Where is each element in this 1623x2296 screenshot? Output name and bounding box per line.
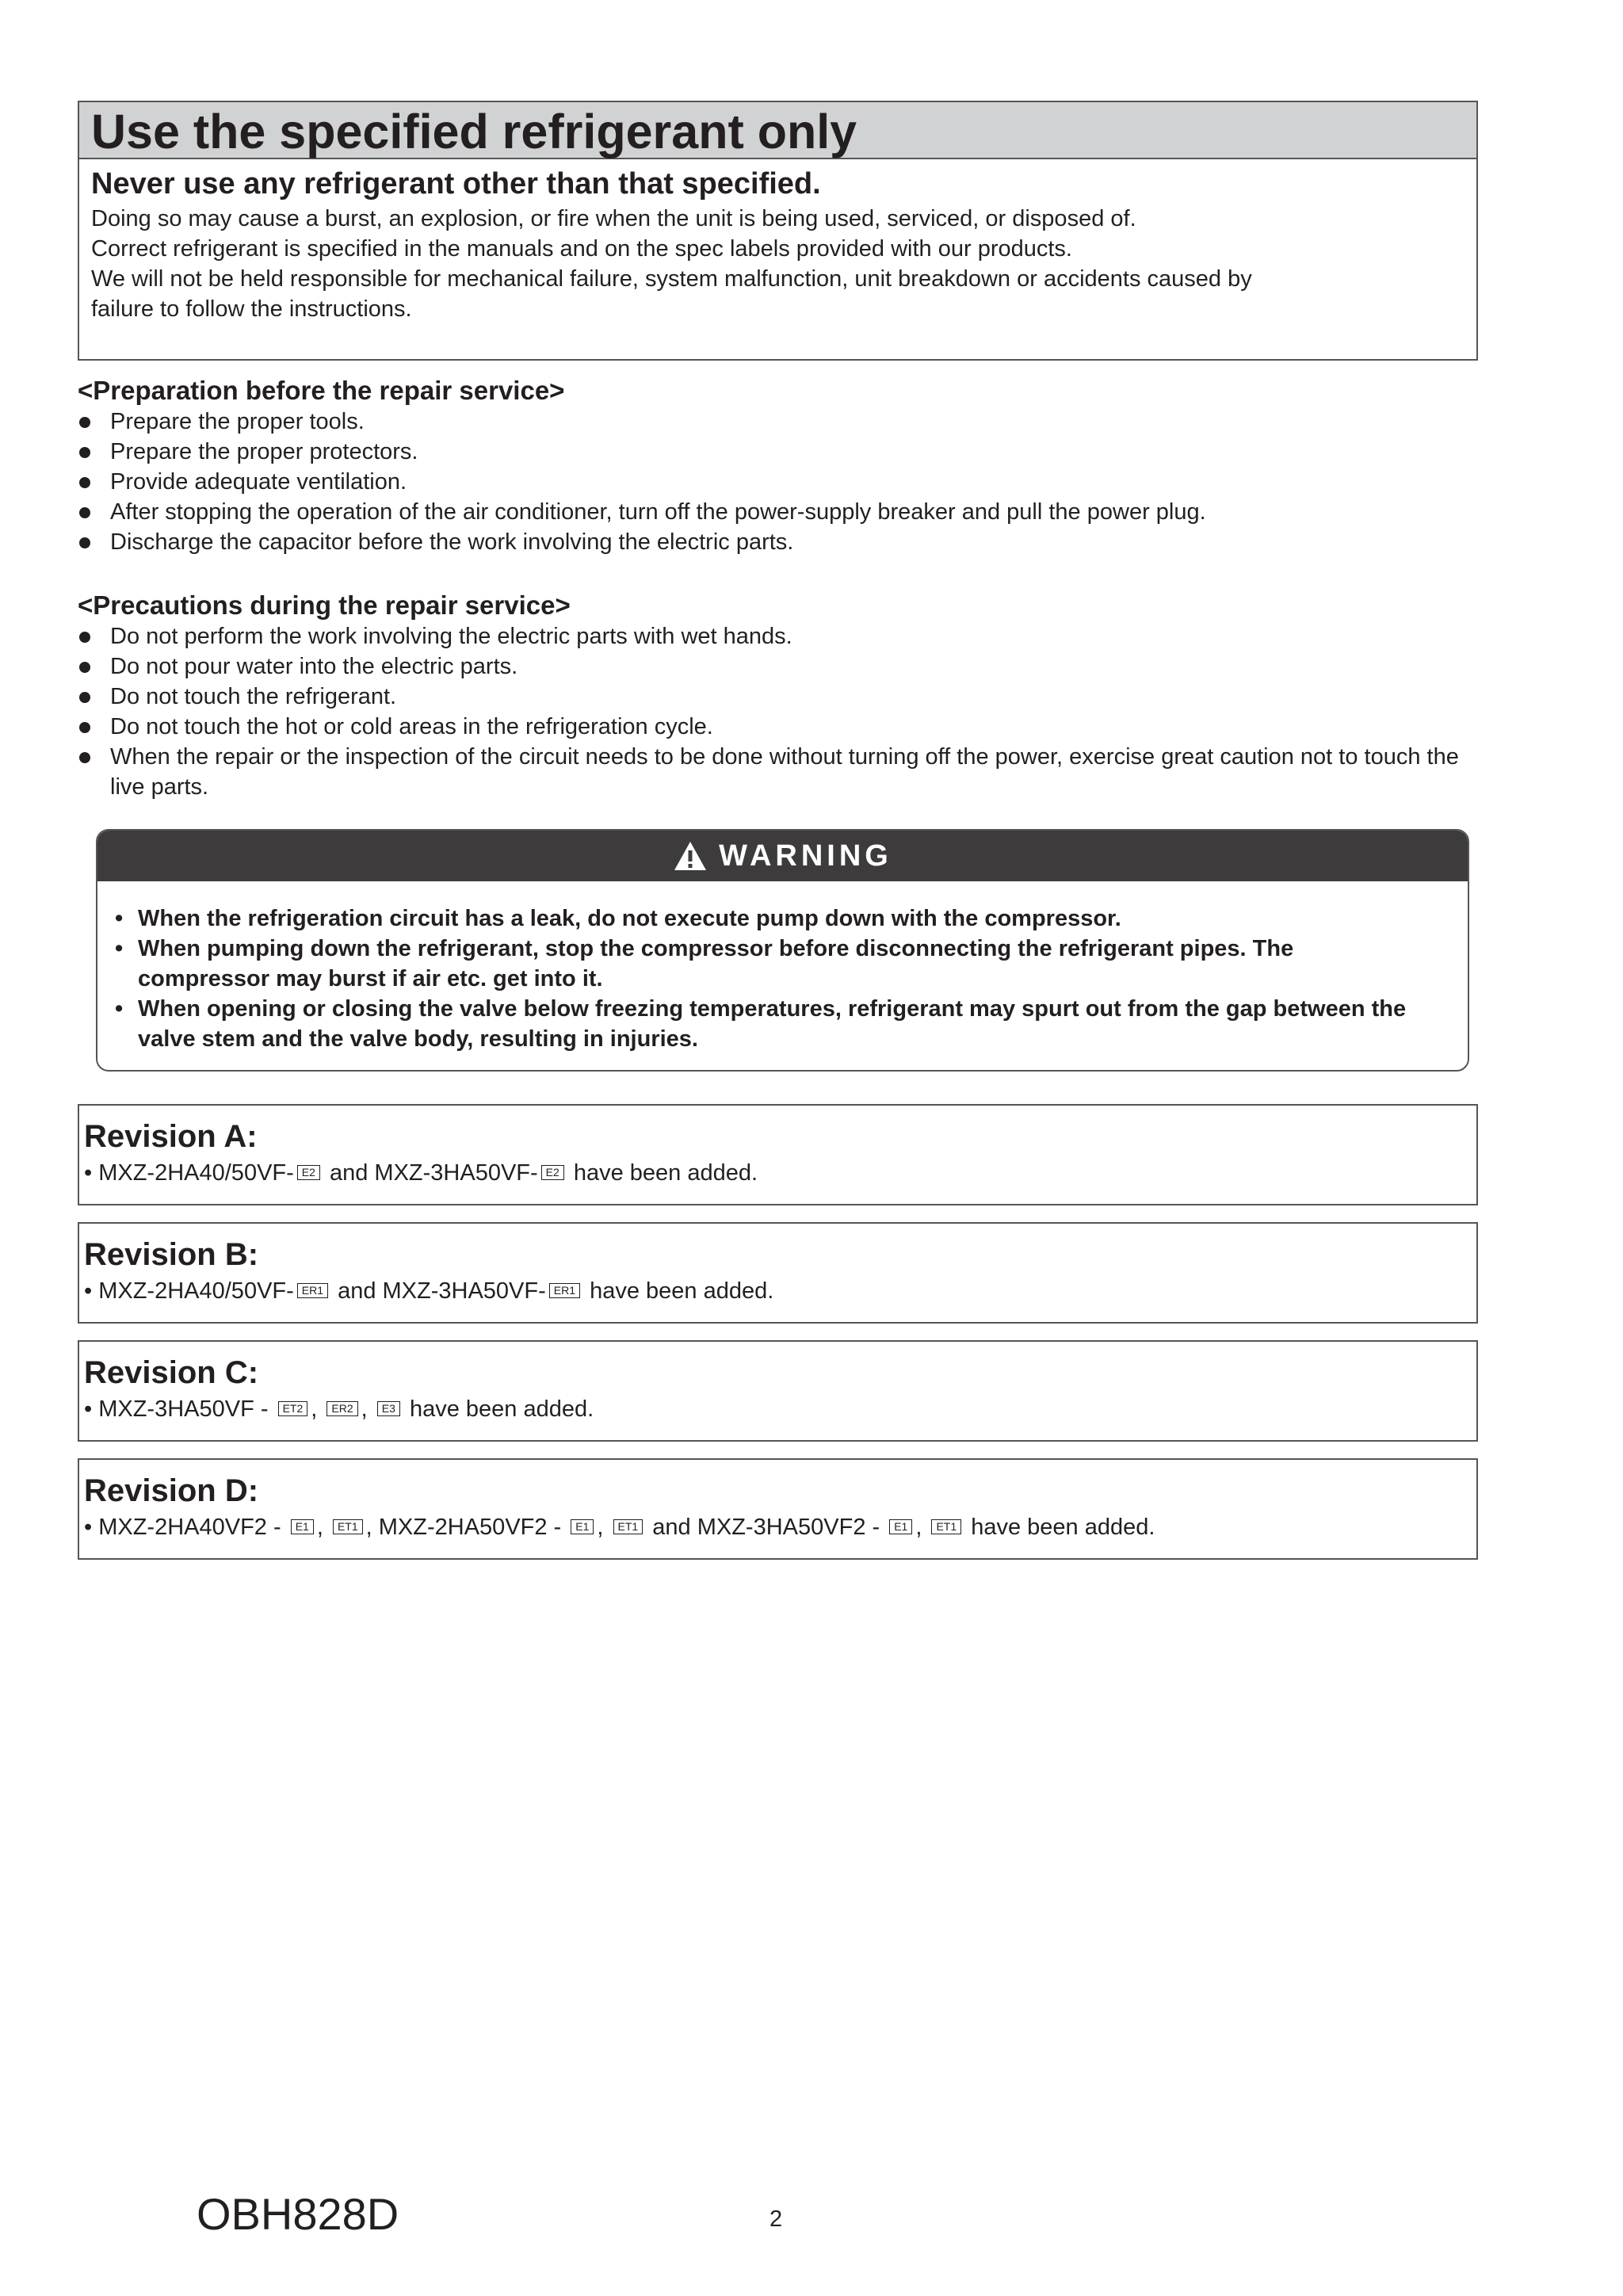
list-item: [78, 407, 1472, 437]
model-suffix-tag: E1: [291, 1519, 314, 1534]
revision-text-part: have been added.: [403, 1396, 594, 1422]
refrigerant-notice-body: [79, 204, 1476, 324]
refrigerant-notice-title: Use the specified refrigerant only: [91, 105, 857, 159]
preparation-section: [78, 375, 1472, 557]
bullet-dot-icon: [79, 537, 90, 548]
revision-text-part: ,: [597, 1515, 610, 1540]
preparation-list: [78, 407, 1472, 557]
revision-text-part: ,: [361, 1396, 374, 1422]
revision-d-text: [79, 1509, 1476, 1541]
revision-text-part: and MXZ-3HA50VF2 -: [646, 1515, 887, 1540]
bullet-dot-icon: [79, 722, 90, 733]
page-number: 2: [769, 2206, 783, 2232]
model-suffix-tag: ER2: [327, 1401, 357, 1416]
revision-text-part: ,: [915, 1515, 929, 1540]
revision-text-part: • MXZ-2HA40/50VF-: [84, 1278, 294, 1304]
revision-a-text: [79, 1155, 1476, 1186]
revision-text-part: , MXZ-2HA50VF2 -: [365, 1515, 568, 1540]
revision-text-part: • MXZ-2HA40VF2 -: [84, 1515, 288, 1540]
revision-c-box: [78, 1340, 1478, 1442]
revision-text-part: • MXZ-2HA40/50VF-: [84, 1160, 294, 1186]
list-item: [78, 437, 1472, 467]
revision-c-title: Revision C:: [84, 1355, 259, 1390]
bullet-dot-icon: [79, 662, 90, 673]
bullet-dot-icon: [79, 507, 90, 518]
bullet-icon: •: [115, 936, 124, 961]
bullet-dot-icon: [79, 417, 90, 428]
warning-header: [97, 831, 1468, 881]
model-suffix-tag: ET1: [613, 1519, 643, 1534]
model-suffix-tag: E2: [297, 1165, 320, 1180]
list-item: [78, 497, 1472, 527]
model-suffix-tag: ER1: [549, 1283, 580, 1298]
bullet-icon: •: [115, 996, 124, 1022]
warning-box: [96, 829, 1469, 1072]
preparation-heading: <Preparation before the repair service>: [78, 376, 565, 405]
revision-b-box: [78, 1222, 1478, 1324]
revision-b-title: Revision B:: [84, 1237, 259, 1272]
revision-text-part: have been added.: [583, 1278, 774, 1304]
list-item-text: When pumping down the refrigerant, stop the compressor before disconnecting the refrigerant pipes. The compressor may burst if air etc. get into it.: [138, 936, 1294, 991]
revision-text-part: have been added.: [567, 1160, 758, 1186]
list-item-text: Discharge the capacitor before the work involving the electric parts.: [110, 529, 794, 555]
bullet-icon: •: [115, 906, 124, 931]
bullet-dot-icon: [79, 477, 90, 488]
revision-text-part: ,: [311, 1396, 324, 1422]
list-item-text: Prepare the proper tools.: [110, 409, 365, 434]
refrigerant-notice-box: [78, 101, 1478, 361]
revision-a-box: [78, 1104, 1478, 1205]
bullet-dot-icon: [79, 632, 90, 643]
list-item: [78, 682, 1472, 712]
list-item-text: After stopping the operation of the air conditioner, turn off the power-supply breaker and pull the power plug.: [110, 499, 1206, 525]
list-item-text: When the refrigeration circuit has a leak, do not execute pump down with the compressor.: [138, 906, 1121, 931]
list-item-text: Provide adequate ventilation.: [110, 469, 407, 495]
document-code: OBH828D: [197, 2189, 399, 2239]
list-item: [78, 621, 1472, 651]
warning-label: WARNING: [719, 839, 892, 873]
revision-text-part: ,: [316, 1515, 330, 1540]
bullet-dot-icon: [79, 692, 90, 703]
model-suffix-tag: E1: [889, 1519, 912, 1534]
list-item: [78, 742, 1472, 802]
revision-c-text: [79, 1391, 1476, 1423]
refrigerant-notice-line: We will not be held responsible for mechanical failure, system malfunction, unit breakdown or accidents caused by: [91, 266, 1252, 292]
model-suffix-tag: E3: [377, 1401, 400, 1416]
warning-triangle-icon: [673, 840, 708, 872]
list-item: [78, 527, 1472, 557]
model-suffix-tag: E1: [571, 1519, 594, 1534]
model-suffix-tag: E2: [541, 1165, 564, 1180]
precautions-heading: <Precautions during the repair service>: [78, 590, 571, 620]
list-item: [115, 994, 1415, 1054]
list-item-text: Do not perform the work involving the electric parts with wet hands.: [110, 624, 792, 649]
revision-b-text: [79, 1273, 1476, 1305]
refrigerant-notice-line: failure to follow the instructions.: [91, 296, 412, 322]
precautions-list: [78, 621, 1472, 802]
list-item: [78, 467, 1472, 497]
model-suffix-tag: ET2: [278, 1401, 308, 1416]
revision-text-part: and MXZ-3HA50VF-: [331, 1278, 546, 1304]
revision-d-title: Revision D:: [84, 1473, 259, 1508]
revision-a-title: Revision A:: [84, 1119, 258, 1154]
list-item-text: When the repair or the inspection of the circuit needs to be done without turning off the power, exercise great caution not to touch the live parts.: [110, 744, 1459, 800]
bullet-dot-icon: [79, 447, 90, 458]
list-item-text: Do not touch the refrigerant.: [110, 684, 397, 709]
list-item-text: Prepare the proper protectors.: [110, 439, 418, 464]
revision-text-part: • MXZ-3HA50VF -: [84, 1396, 275, 1422]
list-item: [78, 651, 1472, 682]
model-suffix-tag: ER1: [297, 1283, 328, 1298]
list-item: [115, 904, 1415, 934]
warning-list: [115, 904, 1415, 1054]
precautions-section: [78, 590, 1472, 802]
list-item-text: When opening or closing the valve below freezing temperatures, refrigerant may spurt out from the gap between the valve stem and the valve body, resulting in injuries.: [138, 996, 1407, 1052]
refrigerant-notice-header: [79, 102, 1476, 159]
bullet-dot-icon: [79, 752, 90, 763]
revision-d-box: [78, 1458, 1478, 1560]
model-suffix-tag: ET1: [333, 1519, 363, 1534]
list-item-text: Do not pour water into the electric parts.: [110, 654, 518, 679]
refrigerant-notice-subtitle: Never use any refrigerant other than that specified.: [91, 167, 821, 201]
list-item: [78, 712, 1472, 742]
model-suffix-tag: ET1: [931, 1519, 961, 1534]
revision-text-part: and MXZ-3HA50VF-: [323, 1160, 538, 1186]
refrigerant-notice-line: Correct refrigerant is specified in the manuals and on the spec labels provided with our products.: [91, 236, 1072, 262]
list-item-text: Do not touch the hot or cold areas in the refrigeration cycle.: [110, 714, 713, 739]
revision-text-part: have been added.: [964, 1515, 1155, 1540]
list-item: [115, 934, 1415, 994]
refrigerant-notice-line: Doing so may cause a burst, an explosion, or fire when the unit is being used, serviced, or disposed of.: [91, 206, 1136, 231]
